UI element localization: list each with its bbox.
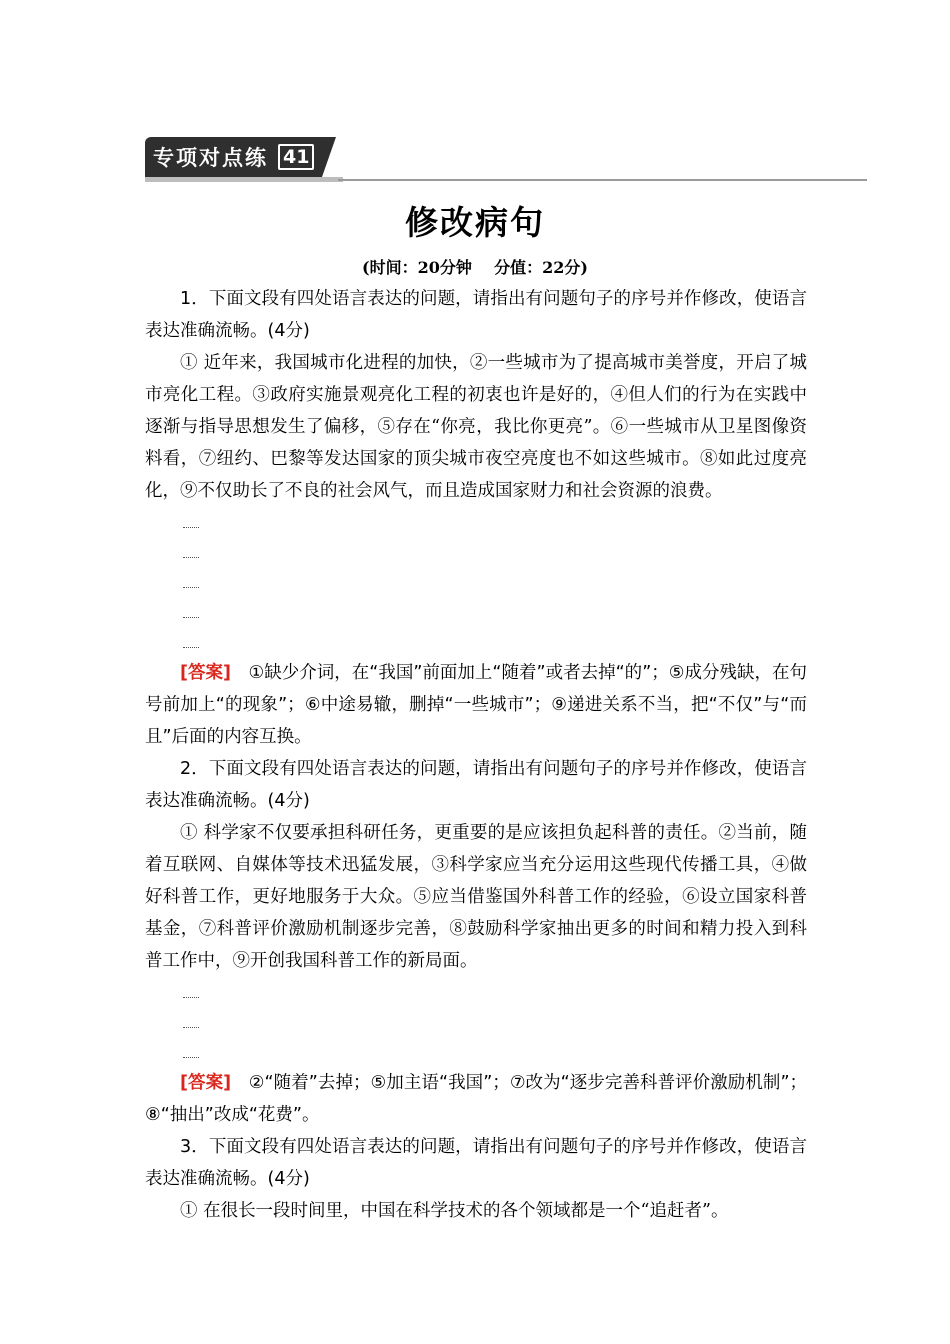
answer-label: [答案] — [180, 663, 232, 683]
question-3-passage: ① 在很长一段时间里，中国在科学技术的各个领域都是一个“追赶者”。 — [180, 1201, 729, 1221]
answer-blank[interactable] — [145, 567, 807, 597]
question-2-passage: ① 科学家不仅要承担科研任务，更重要的是应该担负起科普的责任。②当前，随着互联网、自媒体等技术迅猛发展，③科学家应当充分运用这些现代传播工具，④做好科普工作，更好地服务于大众。⑤应当借鉴国外科普工作的经验，⑥设立国家科普基金，⑦科普评价激励机制逐步完善，⑧鼓励科学家抽出更多的时间和精力投入到科普工作中，⑨开创我国科普工作的新局面。 — [145, 823, 807, 971]
section-banner — [145, 137, 336, 177]
banner-number: 41 — [278, 137, 322, 177]
answer-blank[interactable] — [145, 597, 807, 627]
question-2-answer — [145, 1067, 807, 1131]
answer-blank[interactable] — [145, 977, 807, 1007]
answer-blank[interactable] — [145, 1037, 807, 1067]
question-2-prompt: 2．下面文段有四处语言表达的问题，请指出有问题句子的序号并作修改，使语言表达准确流畅。(4分) — [145, 759, 807, 811]
question-1-prompt: 1．下面文段有四处语言表达的问题，请指出有问题句子的序号并作修改，使语言表达准确流畅。(4分) — [145, 289, 807, 341]
banner-label: 专项对点练 — [145, 137, 278, 177]
answer-blank[interactable] — [145, 627, 807, 657]
answer-label: [答案] — [180, 1073, 232, 1093]
question-1-answer — [145, 657, 807, 753]
answer-text: ①缺少介词，在“我国”前面加上“随着”或者去掉“的”；⑤成分残缺，在句号前加上“的现象”；⑥中途易辙，删掉“一些城市”；⑨递进关系不当，把“不仅”与“而且”后面的内容互换。 — [145, 663, 807, 747]
answer-blank[interactable] — [145, 1007, 807, 1037]
page-title: 修改病句 — [405, 203, 545, 242]
question-3-prompt: 3．下面文段有四处语言表达的问题，请指出有问题句子的序号并作修改，使语言表达准确流畅。(4分) — [145, 1137, 807, 1189]
banner-shadow — [145, 177, 343, 182]
header-rule — [338, 179, 867, 181]
question-1-passage: ① 近年来，我国城市化进程的加快，②一些城市为了提高城市美誉度，开启了城市亮化工程。③政府实施景观亮化工程的初衷也许是好的，④但人们的行为在实践中逐渐与指导思想发生了偏移，⑤存在“你亮，我比你更亮”。⑥一些城市从卫星图像资料看，⑦纽约、巴黎等发达国家的顶尖城市夜空亮度也不如这些城市。⑧如此过度亮化，⑨不仅助长了不良的社会风气，而且造成国家财力和社会资源的浪费。 — [145, 353, 807, 501]
answer-blank[interactable] — [145, 537, 807, 567]
answer-blank[interactable] — [145, 507, 807, 537]
exercise-content — [145, 283, 807, 1227]
time-score-meta: (时间：20分钟 分值：22分) — [362, 258, 588, 277]
banner-tail — [322, 137, 336, 177]
answer-text: ②“随着”去掉；⑤加主语“我国”；⑦改为“逐步完善科普评价激励机制”；⑧“抽出”改成“花费”。 — [145, 1073, 808, 1125]
